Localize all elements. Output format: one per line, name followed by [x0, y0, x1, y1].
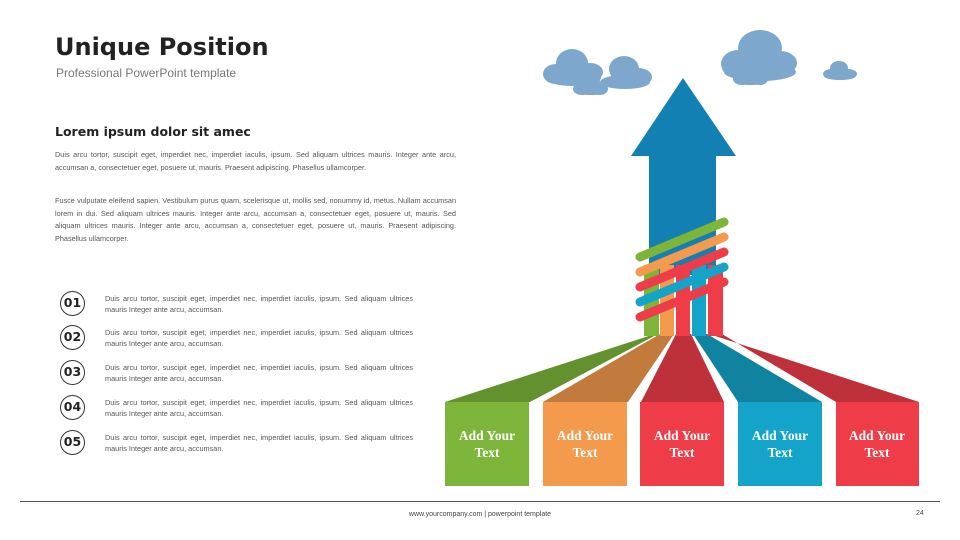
upward-arrow	[631, 78, 736, 275]
box-background	[543, 402, 627, 486]
section-heading: Lorem ipsum dolor sit amec	[55, 124, 251, 139]
text-box-4	[738, 402, 822, 486]
text-box-5	[836, 402, 919, 486]
list-item-text: Duis arcu tortor, suscipit eget, imperdiet nec, imperdiet iaculis, ipsum. Sed aliquam ultrices mauris Integer ante arcu, accumsan.	[105, 433, 413, 453]
footer-text: www.yourcompany.com | powerpoint template	[408, 511, 552, 518]
number-badge: 03	[60, 360, 85, 385]
text-box-1	[445, 402, 529, 486]
list-item-text: Duis arcu tortor, suscipit eget, imperdiet nec, imperdiet iaculis, ipsum. Sed aliquam ultrices mauris Integer ante arcu, accumsan.	[105, 398, 413, 418]
arrow-head	[631, 78, 736, 156]
fan-rays	[445, 333, 919, 402]
page-number: 24	[916, 510, 924, 517]
list-item-text: Duis arcu tortor, suscipit eget, imperdiet nec, imperdiet iaculis, ipsum. Sed aliquam ultrices mauris Integer ante arcu, accumsan.	[105, 363, 413, 383]
box-background	[738, 402, 822, 486]
cloud-icon	[823, 61, 857, 80]
footer-divider	[20, 501, 940, 502]
text-box-3	[640, 402, 724, 486]
slide-subtitle: Professional PowerPoint template	[56, 66, 237, 80]
intro-paragraph-1: Duis arcu tortor, suscipit eget, imperdiet nec, imperdiet iaculis, ipsum. Sed aliquam ultrices mauris. Integer ante arcu, accumsan a, consectetuer eget, posuere ut, mauris. Praesent adipiscing. Phasellus ullamcorper.	[55, 150, 456, 172]
text-box-2	[543, 402, 627, 486]
box-label-line2: Text	[767, 445, 793, 460]
box-label-line1: Add Your	[653, 428, 711, 443]
box-background	[836, 402, 919, 486]
number-badge: 04	[60, 395, 85, 420]
box-background	[445, 402, 529, 486]
box-label-line2: Text	[864, 445, 890, 460]
slide-title: Unique Position	[55, 33, 269, 61]
clouds	[543, 30, 857, 95]
box-label-line1: Add Your	[556, 428, 614, 443]
number-badge: 05	[60, 430, 85, 455]
intro-paragraph-2: Fusce vulputate eleifend sapien. Vestibulum purus quam, scelerisque ut, mollis sed, nonummy id, metus. Nullam accumsan lorem in dui. Sed aliquam ultrices mauris. Integer ante arcu, accumsan a, consectetuer eget, posuere ut, mauris. Sed aliquam ultrices mauris. Integer ante arcu, accumsan a, consectetuer eget, posuere ut, mauris. Praesent adipiscing. Phasellus ullamcorper.	[55, 196, 456, 243]
box-label-line2: Text	[572, 445, 598, 460]
box-label-line1: Add Your	[751, 428, 809, 443]
box-label-line1: Add Your	[848, 428, 906, 443]
list-item-text: Duis arcu tortor, suscipit eget, imperdiet nec, imperdiet iaculis, ipsum. Sed aliquam ultrices mauris Integer ante arcu, accumsan.	[105, 328, 413, 348]
box-label-line2: Text	[669, 445, 695, 460]
box-label-line2: Text	[474, 445, 500, 460]
number-badge: 01	[60, 291, 85, 316]
box-background	[640, 402, 724, 486]
box-label-line1: Add Your	[458, 428, 516, 443]
cloud-icon	[600, 56, 652, 89]
number-badge: 02	[60, 325, 85, 350]
list-item-text: Duis arcu tortor, suscipit eget, imperdiet nec, imperdiet iaculis, ipsum. Sed aliquam ultrices mauris Integer ante arcu, accumsan.	[105, 294, 413, 314]
